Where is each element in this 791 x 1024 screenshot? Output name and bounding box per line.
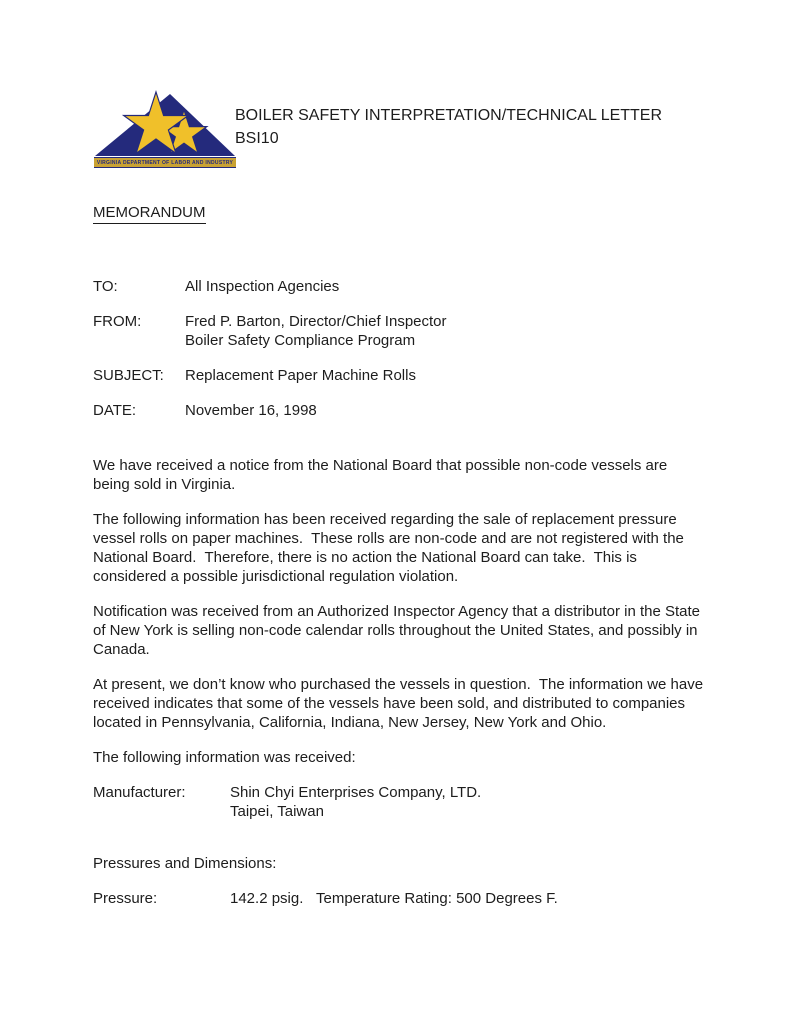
memo-field-value-line: Boiler Safety Compliance Program	[185, 332, 416, 349]
body-paragraph: The following information has been received regarding the sale of replacement pressure vessel rolls on paper machines. These rolls are non-code and are not registered with the National Board. Therefore, there is no action the National Board can take. This is considered a possible jurisdictional regulation violation.	[93, 511, 689, 585]
body-paragraph: The following information was received:	[93, 749, 356, 766]
manufacturer-value	[230, 783, 708, 821]
manufacturer-label: Manufacturer:	[93, 784, 186, 801]
memo-field-date	[93, 401, 708, 420]
pressure-row	[93, 889, 708, 908]
logo-caption: VIRGINIA DEPARTMENT OF LABOR AND INDUSTRY	[94, 157, 236, 168]
memo-field-label: TO:	[93, 278, 118, 295]
memo-field-value: Replacement Paper Machine Rolls	[185, 367, 416, 384]
memo-field-value: November 16, 1998	[185, 402, 317, 419]
agency-logo	[94, 86, 236, 168]
memo-content	[93, 203, 708, 908]
memo-field-label: SUBJECT:	[93, 367, 164, 384]
pressures-heading: Pressures and Dimensions:	[93, 855, 277, 872]
pressure-value: 142.2 psig.	[230, 890, 304, 907]
body-paragraph: Notification was received from an Authorized Inspector Agency that a distributor in the State of New York is selling non-code calendar rolls throughout the United States, and possibly in Canada.	[93, 603, 705, 658]
manufacturer-row	[93, 783, 708, 821]
body-paragraph: We have received a notice from the National Board that possible non-code vessels are being sold in Virginia.	[93, 457, 672, 493]
memo-heading-row	[93, 203, 708, 224]
memo-heading: MEMORANDUM	[93, 203, 206, 224]
pressure-label: Pressure:	[93, 890, 158, 907]
memo-field-value	[185, 312, 708, 350]
memo-field-value: All Inspection Agencies	[185, 278, 340, 295]
agency-logo-graphic	[94, 86, 236, 168]
memo-body	[93, 456, 708, 767]
memo-field-from	[93, 312, 708, 350]
temperature-rating: Temperature Rating: 500 Degrees F.	[316, 890, 558, 907]
manufacturer-name: Shin Chyi Enterprises Company, LTD.	[230, 784, 482, 801]
document-title-block	[235, 104, 705, 150]
memo-field-label: DATE:	[93, 402, 137, 419]
memo-field-value-line: Fred P. Barton, Director/Chief Inspector	[185, 313, 447, 330]
manufacturer-location: Taipei, Taiwan	[230, 803, 324, 820]
memo-field-to	[93, 277, 708, 296]
memo-field-label: FROM:	[93, 313, 142, 330]
document-title: BOILER SAFETY INTERPRETATION/TECHNICAL LETTER	[235, 107, 663, 124]
body-paragraph: At present, we don’t know who purchased the vessels in question. The information we have received indicates that some of the vessels have been sold, and distributed to companies located in Pennsylvania, California, Indiana, New Jersey, New York and Ohio.	[93, 676, 708, 731]
memo-field-subject	[93, 366, 708, 385]
document-code: BSI10	[235, 130, 279, 147]
